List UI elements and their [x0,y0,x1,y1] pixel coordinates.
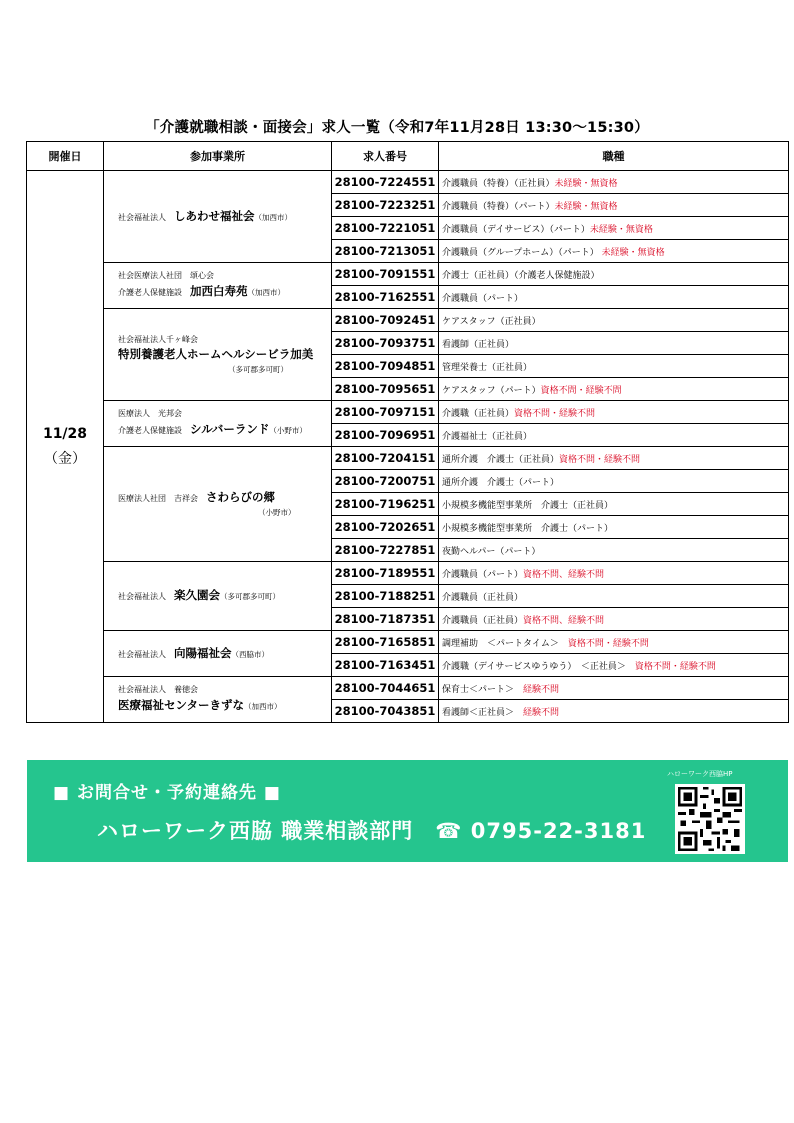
job-number[interactable]: 28100-7165851 [332,631,439,654]
job-type-cell [439,493,789,516]
business-corp: 社会福祉法人千ヶ峰会 [118,334,198,344]
job-number[interactable]: 28100-7187351 [332,608,439,631]
business-name: 医療福祉センターきずな [118,697,245,712]
business-name: 向陽福祉会 [174,645,232,660]
job-type: 介護職員（正社員） [442,592,524,603]
job-type: 介護職員（パート） [442,293,524,304]
header-job-number: 求人番号 [332,142,439,171]
job-condition-badge: 未経験・無資格 [589,224,653,235]
job-type: 管理栄養士（正社員） [442,362,533,373]
job-number[interactable]: 28100-7200751 [332,470,439,493]
business-name: さわらびの郷 [206,490,275,505]
business-location: （多可郡多可町） [228,364,288,374]
business-cell [104,562,332,631]
job-type-cell [439,562,789,585]
job-type: 夜勤ヘルパー（パート） [442,546,541,557]
job-type-cell [439,171,789,194]
business-corp: 社会医療法人社団 頌心会 [118,271,214,281]
business-location: （小野市） [269,425,307,435]
job-type: 看護師＜正社員＞ [442,707,524,718]
date-weekday: （金） [44,450,86,467]
job-type: 小規模多機能型事業所 介護士（パート） [442,523,614,534]
job-number[interactable]: 28100-7044651 [332,677,439,700]
job-type-cell [439,194,789,217]
contact-heading: ■ お問合せ・予約連絡先 ■ [53,783,281,803]
table-row [27,309,789,332]
business-location: （加西市） [254,212,292,222]
job-condition-badge: 資格不問・経験不問 [540,385,622,396]
table-row [27,263,789,286]
job-number[interactable]: 28100-7163451 [332,654,439,677]
business-name-line [118,421,331,439]
job-number[interactable]: 28100-7227851 [332,539,439,562]
business-corp: 社会福祉法人 [118,592,166,602]
business-name-line [118,645,331,663]
job-number[interactable]: 28100-7092451 [332,309,439,332]
business-name-line [118,208,331,226]
job-number[interactable]: 28100-7196251 [332,493,439,516]
business-location: （加西市） [247,287,285,297]
table-row [27,171,789,194]
job-type: 介護職員（デイサービス）（パート） [442,224,590,235]
job-type-cell [439,286,789,309]
job-number[interactable]: 28100-7204151 [332,447,439,470]
business-cell [104,677,332,723]
job-condition-badge: 未経験・無資格 [554,201,618,212]
business-corp: 社会福祉法人 養徳会 [118,685,198,695]
table-row [27,401,789,424]
job-type-cell [439,700,789,723]
job-number[interactable]: 28100-7096951 [332,424,439,447]
job-type-cell [439,631,789,654]
job-number[interactable]: 28100-7094851 [332,355,439,378]
business-type: 介護老人保健施設 [118,425,182,435]
job-condition-badge: 資格不問・経験不問 [559,454,641,465]
job-number[interactable]: 28100-7095651 [332,378,439,401]
business-location: （加西市） [244,701,282,711]
header-date: 開催日 [27,142,104,171]
job-type: 保育士＜パート＞ [442,684,524,695]
job-condition-badge: 資格不問・経験不問 [634,661,716,672]
job-condition-badge: 資格不問、経験不問 [523,615,605,626]
qr-code-icon[interactable] [675,784,745,854]
job-type-cell [439,470,789,493]
job-type-cell [439,447,789,470]
contact-banner [27,760,788,862]
job-type: ケアスタッフ（パート） [442,385,541,396]
table-body [27,171,789,723]
job-type-cell [439,217,789,240]
job-condition-badge: 資格不問・経験不問 [567,638,649,649]
job-condition-badge: 経験不問 [523,707,560,718]
job-type: 介護福祉士（正社員） [442,431,533,442]
table-header-row [27,142,789,171]
table-row [27,562,789,585]
business-name-line [118,489,331,507]
business-cell [104,401,332,447]
job-condition-badge: 資格不問、経験不問 [523,569,605,580]
header-business: 参加事業所 [104,142,332,171]
job-type-cell [439,401,789,424]
job-type-cell [439,263,789,286]
job-number[interactable]: 28100-7223251 [332,194,439,217]
job-number[interactable]: 28100-7043851 [332,700,439,723]
job-condition-badge: 経験不問 [523,684,560,695]
job-number[interactable]: 28100-7188251 [332,585,439,608]
job-type-cell [439,516,789,539]
job-type: ケアスタッフ（正社員） [442,316,541,327]
business-name-line [118,283,331,301]
job-type-cell [439,677,789,700]
business-corp: 医療法人社団 吉祥会 [118,494,198,504]
job-condition-badge: 資格不問・経験不問 [514,408,596,419]
job-type-cell [439,355,789,378]
job-type-cell [439,424,789,447]
job-type-cell [439,654,789,677]
job-type: 看護師（正社員） [442,339,515,350]
job-number[interactable]: 28100-7221051 [332,217,439,240]
business-location: （西脇市） [231,649,269,659]
job-type: 調理補助 ＜パートタイム＞ [442,638,568,649]
job-number[interactable]: 28100-7091551 [332,263,439,286]
business-cell [104,309,332,401]
job-type: 介護職員（グループホーム）（パート） [442,247,599,258]
date-day: 11/28 [42,425,88,442]
job-type: 介護職（正社員） [442,408,515,419]
job-type: 介護士（正社員）（介護老人保健施設） [442,270,600,281]
job-number[interactable]: 28100-7093751 [332,332,439,355]
job-type-cell [439,240,789,263]
business-name: しあわせ福祉会 [174,208,255,223]
job-type: 介護職員（パート） [442,569,524,580]
table-row [27,447,789,470]
job-number[interactable]: 28100-7213051 [332,240,439,263]
job-condition-badge: 未経験・無資格 [598,247,665,258]
business-corp: 社会福祉法人 [118,212,166,222]
job-type: 介護職（デイサービスゆうゆう） ＜正社員＞ [442,661,635,672]
business-cell [104,631,332,677]
date-cell [27,171,104,723]
job-type-cell [439,332,789,355]
business-cell [104,263,332,309]
job-type-cell [439,309,789,332]
job-condition-badge: 未経験・無資格 [554,178,618,189]
job-type: 介護職員（特養）（正社員） [442,178,555,189]
job-type-cell [439,539,789,562]
qr-label: ハローワーク西脇HP [667,770,733,778]
business-name: 加西白寿苑 [190,283,248,298]
table-row [27,631,789,654]
job-type: 介護職員（特養）（パート） [442,201,555,212]
business-type: 介護老人保健施設 [118,287,182,297]
business-location: （小野市） [258,508,296,518]
job-type: 小規模多機能型事業所 介護士（正社員） [442,500,614,511]
header-job-type: 職種 [439,142,789,171]
job-type: 通所介護 介護士（パート） [442,477,560,488]
job-number[interactable]: 28100-7097151 [332,401,439,424]
job-type-cell [439,378,789,401]
page-title: 「介護就職相談・面接会」求人一覧（令和7年11月28日 13:30～15:30） [145,120,649,136]
business-corp: 社会福祉法人 [118,649,166,659]
job-type: 介護職員（正社員） [442,615,524,626]
business-name-line [118,587,331,605]
job-listing-table [26,141,789,723]
job-type: 通所介護 介護士（正社員） [442,454,560,465]
job-type-cell [439,585,789,608]
business-name-line [118,697,331,715]
business-name: 楽久園会 [174,588,220,603]
table-row [27,677,789,700]
business-cell [104,171,332,263]
business-name: 特別養護老人ホームヘルシービラ加美 [118,346,314,361]
job-number[interactable]: 28100-7202651 [332,516,439,539]
job-type-cell [439,608,789,631]
job-number[interactable]: 28100-7224551 [332,171,439,194]
job-number[interactable]: 28100-7162551 [332,286,439,309]
contact-phone: ハローワーク西脇 職業相談部門 ☎ 0795-22-3181 [97,819,647,843]
business-corp: 医療法人 光邦会 [118,409,182,419]
job-number[interactable]: 28100-7189551 [332,562,439,585]
business-location: （多可郡多可町） [220,592,280,602]
business-cell [104,447,332,562]
business-name: シルバーランド [190,421,270,436]
